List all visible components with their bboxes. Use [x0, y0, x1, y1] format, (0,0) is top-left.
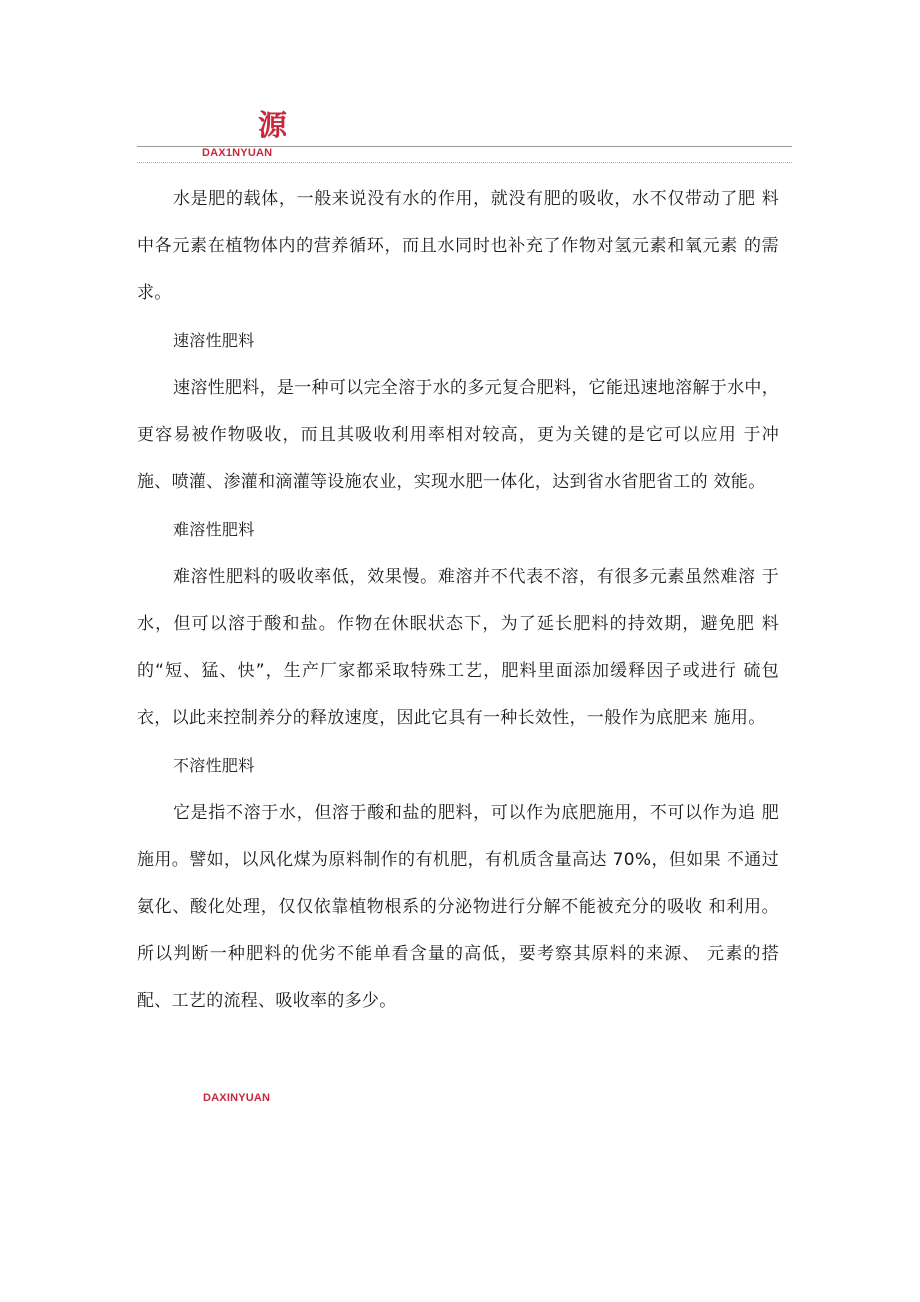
section-heading-slow-soluble: 难溶性肥料 [173, 520, 255, 539]
paragraph-insoluble: 它是指不溶于水，但溶于酸和盐的肥料，可以作为底肥施用，不可以作为追 肥施用。譬如，以风化煤为原料制作的有机肥，有机质含量高达 70%，但如果 不通过氨化、酸化处理，仅仅依靠植物根系的分泌物进行分解不能被充分的吸收 和利用。所以判断一种肥料的优劣不能单看含量的高低，要考察其原料的来源、 元素的搭配、工艺的流程、吸收率的多少。 [137, 803, 779, 1011]
header-logo-char: 源 [258, 108, 288, 142]
section-heading-fast-soluble: 速溶性肥料 [173, 331, 255, 350]
header-dotted-rule [137, 162, 792, 163]
paragraph-water-carrier: 水是肥的载体，一般来说没有水的作用，就没有肥的吸收，水不仅带动了肥 料中各元素在植物体内的营养循环，而且水同时也补充了作物对氢元素和氧元素 的需求。 [137, 189, 779, 303]
paragraph-slow-soluble: 难溶性肥料的吸收率低，效果慢。难溶并不代表不溶，有很多元素虽然难溶 于水，但可以溶于酸和盐。作物在休眠状态下，为了延长肥料的持效期，避免肥 料的“短、猛、快”，生产厂家都采取特殊工艺，肥料里面添加缓释因子或进行 硫包衣，以此来控制养分的释放速度，因此它具有一种长效性，一般作为底肥来 施用。 [137, 567, 779, 728]
document-body [137, 176, 779, 1025]
footer-logo-latin: DAXINYUAN [203, 1092, 271, 1104]
header-logo-latin: DAX1NYUAN [202, 147, 273, 159]
section-heading-insoluble: 不溶性肥料 [173, 756, 255, 775]
paragraph-fast-soluble: 速溶性肥料，是一种可以完全溶于水的多元复合肥料，它能迅速地溶解于水中，更容易被作物吸收，而且其吸收利用率相对较高，更为关键的是它可以应用 于冲施、喷灌、渗灌和滴灌等设施农业，实现水肥一体化，达到省水省肥省工的 效能。 [137, 378, 779, 492]
